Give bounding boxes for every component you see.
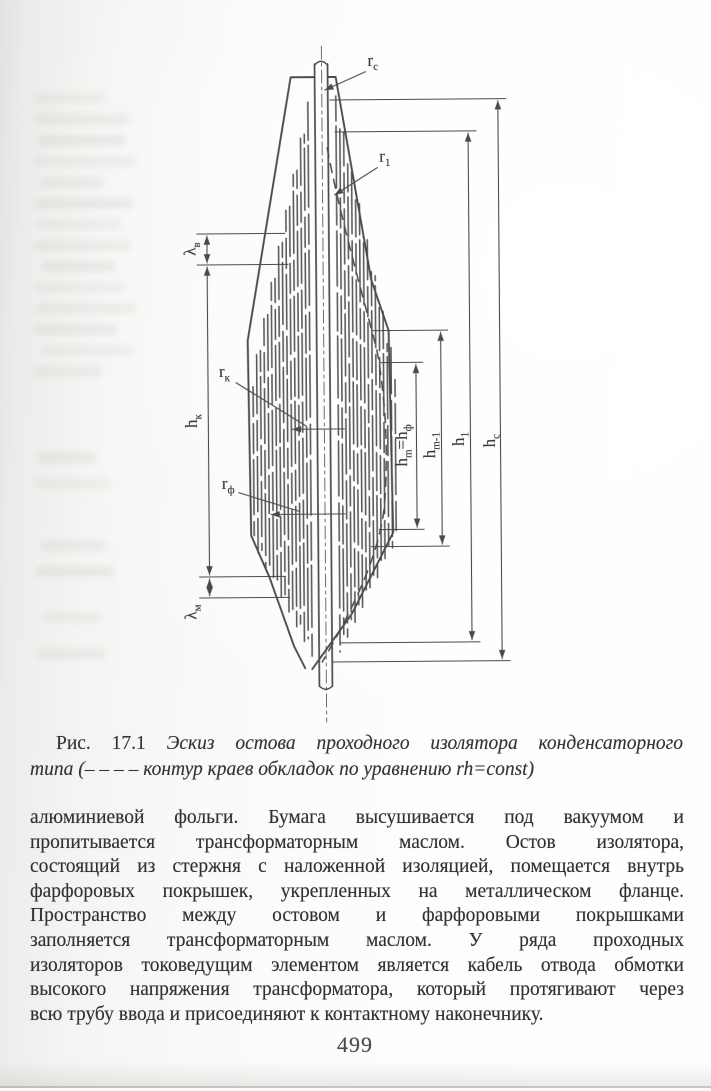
foil-layer-line xyxy=(387,344,389,546)
label-h1: $h_1$ xyxy=(450,432,467,446)
rf-radius-tick xyxy=(271,514,345,515)
foil-layer-line xyxy=(340,128,344,635)
rod-centerline xyxy=(321,46,326,722)
body-line: состоящий из стержня с наложенной изоляцией, помещается внутрь xyxy=(30,855,684,880)
foil-layer-line xyxy=(275,278,277,579)
foil-layer-line xyxy=(363,236,366,590)
foil-layer-line xyxy=(271,282,273,582)
figure-caption-line1: Рис. 17.1 Эскиз остова проходного изолятора конденсаторного xyxy=(30,731,683,757)
foil-layer-line xyxy=(344,132,348,637)
label-hk: $h_к$ xyxy=(183,414,200,428)
foil-layer-line xyxy=(286,210,289,612)
label-rc: $r_с$ xyxy=(367,52,378,69)
foil-layer-line xyxy=(260,351,262,551)
foil-layer-line xyxy=(301,138,305,641)
foil-layer-line xyxy=(282,242,285,594)
body-paragraph xyxy=(30,806,684,1027)
rk-leader xyxy=(236,382,306,427)
label-hc: $h_с$ xyxy=(481,434,498,448)
body-line: изоляторов токоведущим элементом является кабель отвода обмотки xyxy=(30,954,684,979)
foil-layer-line xyxy=(352,168,356,622)
label-lambda-v: $\lambda_в$ xyxy=(181,242,198,256)
label-hm-minus-1: $h_{m-1}$ xyxy=(421,432,438,458)
label-lambda-m: $\lambda_м$ xyxy=(182,604,199,619)
foil-layer-line xyxy=(279,246,282,597)
body-line: Пространство между остовом и фарфоровыми покрышками xyxy=(30,904,684,929)
foil-layer-line xyxy=(264,319,266,568)
foil-layer-line xyxy=(290,206,293,609)
foil-layer-line xyxy=(253,387,254,536)
rc-leader xyxy=(325,72,366,90)
foil-layer-line xyxy=(257,355,259,553)
foil-layer-line xyxy=(268,314,270,565)
body-line: алюминиевой фольги. Бумага высушивается под вакуумом и xyxy=(30,806,684,831)
figure-number: Рис. 17.1 xyxy=(56,733,146,754)
foil-layer-line xyxy=(375,276,377,578)
body-line: заполняется трансформаторным маслом. У ряда проходных xyxy=(30,929,684,954)
body-line: всю трубу ввода и присоединяют к контактному наконечнику. xyxy=(30,1003,684,1028)
foil-layer-line xyxy=(359,204,362,608)
label-rf: $r_ф$ xyxy=(222,475,235,492)
foil-layer-line xyxy=(297,170,301,624)
body-line: высокого напряжения трансформатора, который протягивают через xyxy=(30,978,684,1003)
label-hm-equals-hf: $h_m=h_ф$ xyxy=(393,424,410,466)
body-line: пропитывается трансформаторным маслом. Остов изолятора, xyxy=(30,831,684,856)
foil-layer-line xyxy=(348,164,352,620)
foil-layer-line xyxy=(383,312,385,563)
figure-caption xyxy=(30,731,683,783)
page-number: 499 xyxy=(300,1032,410,1058)
foil-layer-line xyxy=(293,174,297,626)
foil-layer-line xyxy=(367,240,370,593)
label-rk: $r_к$ xyxy=(219,363,230,380)
foil-layer-line xyxy=(356,200,359,605)
foil-layer-line xyxy=(379,308,381,561)
figure-caption-line2: типа (– – – – контур краев обкладок по уравнению rh=const) xyxy=(30,757,683,783)
body-line: фарфоровых покрышек, укрепленных на металлическом фланце. xyxy=(30,880,684,905)
label-r1: $r_1$ xyxy=(379,148,390,165)
foil-layer-line xyxy=(304,134,308,639)
foil-layer-line xyxy=(371,272,373,575)
